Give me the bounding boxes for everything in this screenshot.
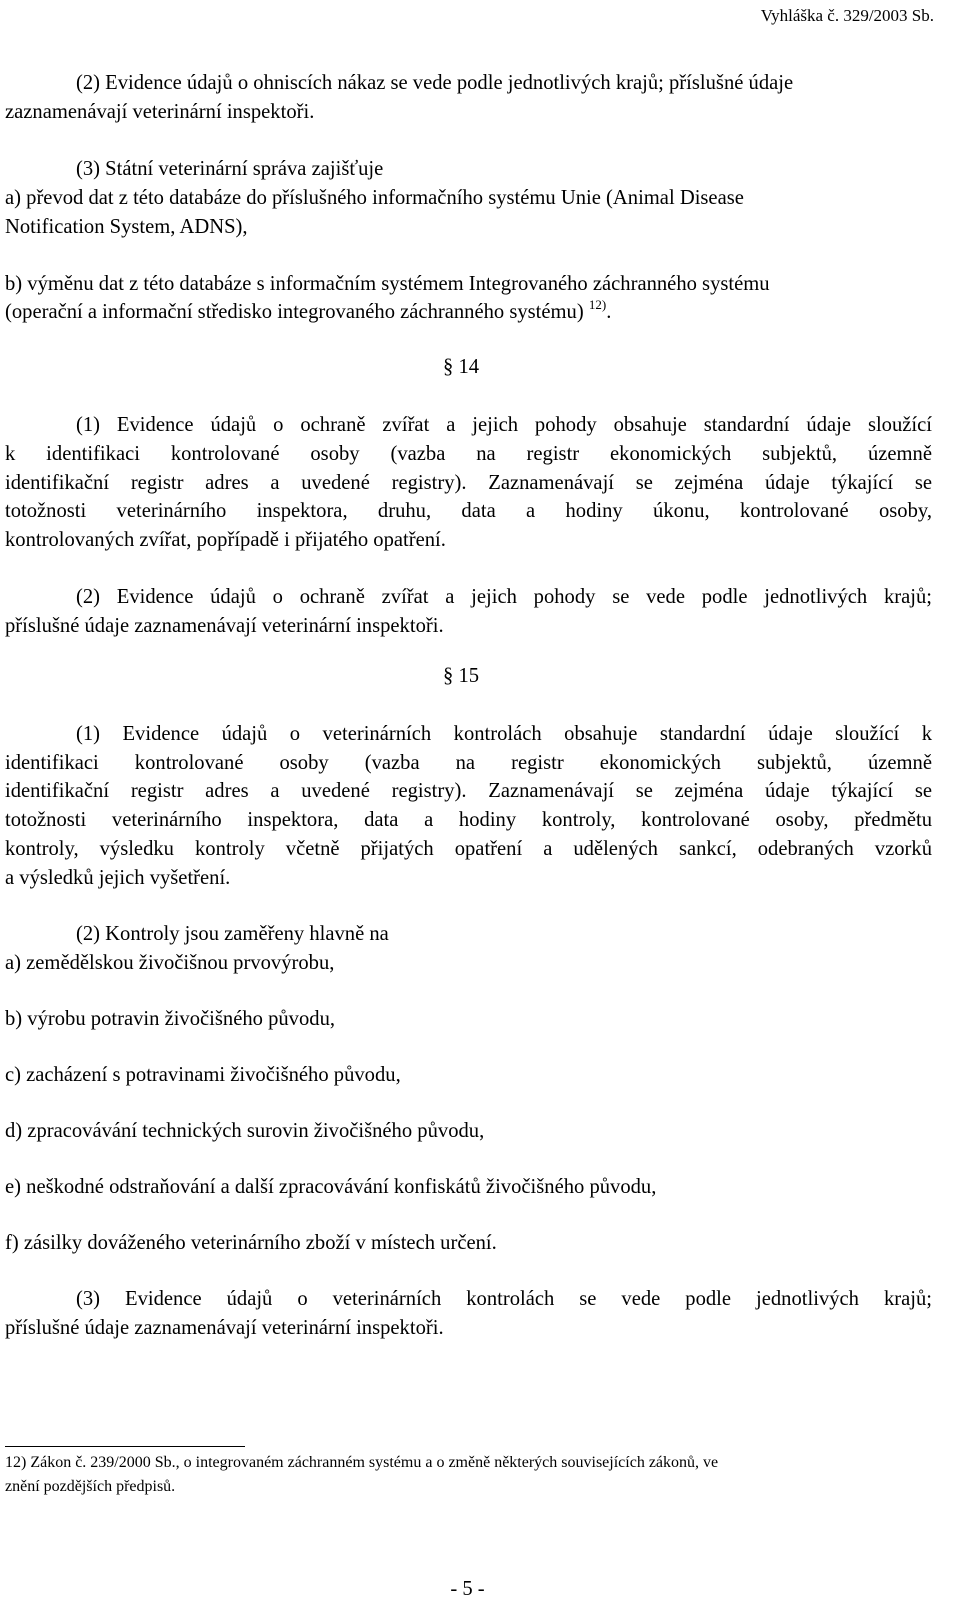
list-item-text: (operační a informační středisko integrovaného záchranného systému)	[5, 301, 584, 323]
section-heading: § 14	[443, 356, 480, 378]
paragraph-line: a výsledků jejich vyšetření.	[5, 867, 231, 889]
paragraph-line: (3) Státní veterinární správa zajišťuje	[76, 158, 384, 180]
list-item: d) zpracovávání technických surovin živočišného původu,	[5, 1120, 485, 1142]
footnote-ref: 12)	[588, 297, 607, 312]
list-item-line	[5, 297, 932, 326]
section-heading: § 15	[443, 665, 480, 687]
list-item-line: Notification System, ADNS),	[5, 216, 248, 238]
paragraph-line: identifikační registr adres a uvedené registry). Zaznamenávají se zejména údaje týkající se	[5, 472, 932, 494]
paragraph-line: totožnosti veterinárního inspektora, druhu, data a hodiny úkonu, kontrolované osoby,	[5, 500, 932, 522]
list-item: c) zacházení s potravinami živočišného původu,	[5, 1064, 401, 1086]
footnote-divider	[5, 1446, 245, 1447]
paragraph-line: kontrolovaných zvířat, popřípadě i přijatého opatření.	[5, 529, 446, 551]
paragraph-line: k identifikaci kontrolované osoby (vazba na registr ekonomických subjektů, územně	[5, 443, 932, 465]
list-item: e) neškodné odstraňování a další zpracovávání konfiskátů živočišného původu,	[5, 1176, 657, 1198]
list-item-end: .	[606, 301, 612, 323]
paragraph-line: (2) Evidence údajů o ochraně zvířat a jejich pohody se vede podle jednotlivých krajů;	[76, 586, 932, 608]
list-item: f) zásilky dováženého veterinárního zboží v místech určení.	[5, 1232, 497, 1254]
paragraph-line: příslušné údaje zaznamenávají veterinární inspektoři.	[5, 615, 444, 637]
list-item-line: b) výměnu dat z této databáze s informačním systémem Integrovaného záchranného systému	[5, 273, 770, 295]
paragraph-line: (1) Evidence údajů o ochraně zvířat a jejich pohody obsahuje standardní údaje sloužící	[76, 414, 932, 436]
paragraph-line: (3) Evidence údajů o veterinárních kontrolách se vede podle jednotlivých krajů;	[76, 1288, 932, 1310]
footnote-line: 12) Zákon č. 239/2000 Sb., o integrovaném záchranném systému a o změně některých souvisejících zákonů, ve	[5, 1454, 719, 1471]
paragraph-line: (2) Kontroly jsou zaměřeny hlavně na	[76, 923, 389, 945]
paragraph-line: totožnosti veterinárního inspektora, data a hodiny kontroly, kontrolované osoby, předmětu	[5, 809, 932, 831]
list-item: a) zemědělskou živočišnou prvovýrobu,	[5, 952, 335, 974]
list-item: b) výrobu potravin živočišného původu,	[5, 1008, 336, 1030]
running-header: Vyhláška č. 329/2003 Sb.	[760, 6, 934, 25]
paragraph-line: (1) Evidence údajů o veterinárních kontrolách obsahuje standardní údaje sloužící k	[76, 723, 932, 745]
paragraph-line: příslušné údaje zaznamenávají veterinární inspektoři.	[5, 1317, 444, 1339]
paragraph-line: zaznamenávají veterinární inspektoři.	[5, 101, 315, 123]
paragraph-line: (2) Evidence údajů o ohniscích nákaz se vede podle jednotlivých krajů; příslušné údaje	[76, 72, 794, 94]
page-number: - 5 -	[450, 1578, 485, 1600]
paragraph-line: identifikační registr adres a uvedené registry). Zaznamenávají se zejména údaje týkající se	[5, 780, 932, 802]
paragraph-line: kontroly, výsledku kontroly včetně přijatých opatření a udělených sankcí, odebraných vzorků	[5, 838, 932, 860]
footnote-line: znění pozdějších předpisů.	[5, 1478, 176, 1495]
list-item-line: a) převod dat z této databáze do příslušného informačního systému Unie (Animal Disease	[5, 187, 744, 209]
paragraph-line: identifikaci kontrolované osoby (vazba na registr ekonomických subjektů, územně	[5, 752, 932, 774]
